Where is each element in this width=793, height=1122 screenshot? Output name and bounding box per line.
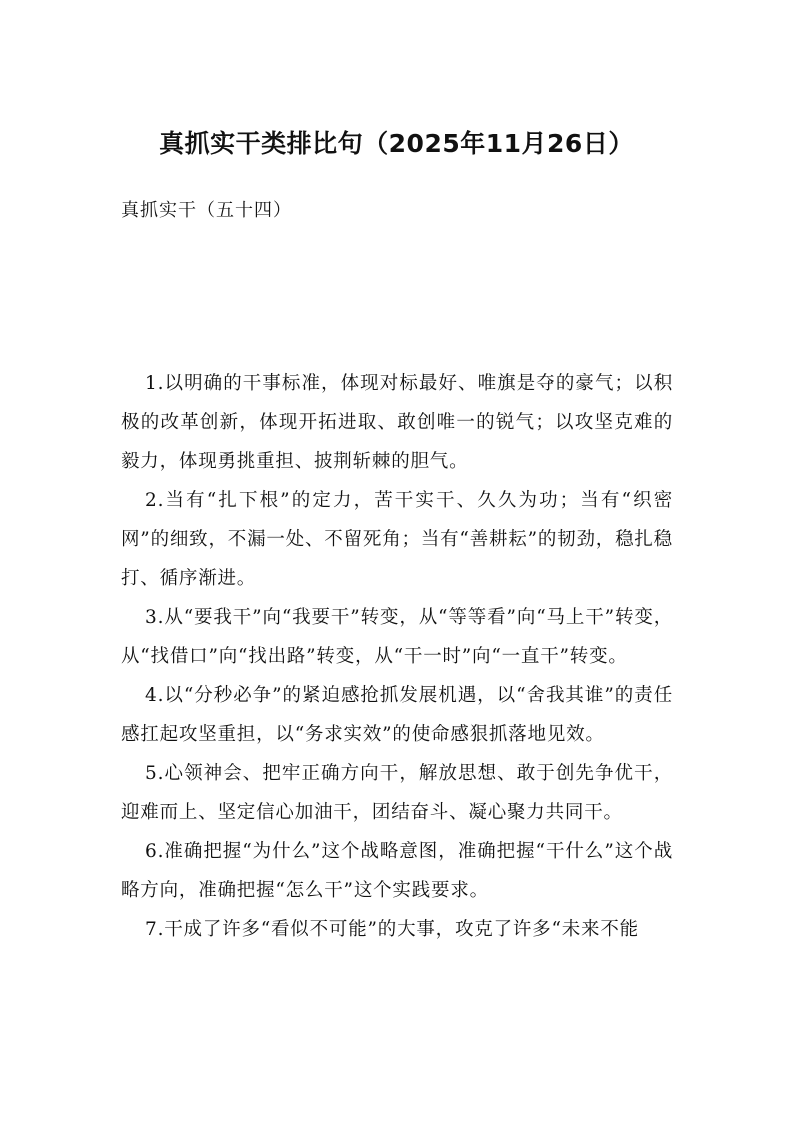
document-body [121, 364, 673, 949]
paragraph-3: 3.从“要我干”向“我要干”转变，从“等等看”向“马上干”转变，从“找借口”向“找出路”转变，从“干一时”向“一直干”转变。 [121, 607, 673, 667]
paragraph-2: 2.当有“扎下根”的定力，苦干实干、久久为功；当有“织密网”的细致，不漏一处、不留死角；当有“善耕耘”的韧劲，稳扎稳打、循序渐进。 [121, 490, 673, 589]
paragraph-1: 1.以明确的干事标准，体现对标最好、唯旗是夺的豪气；以积极的改革创新，体现开拓进取、敢创唯一的锐气；以攻坚克难的毅力，体现勇挑重担、披荆斩棘的胆气。 [121, 373, 673, 472]
document-subtitle: 真抓实干（五十四） [121, 200, 292, 221]
document-title: 真抓实干类排比句（2025年11月26日） [159, 129, 634, 158]
paragraph-6: 6.准确把握“为什么”这个战略意图，准确把握“干什么”这个战略方向，准确把握“怎么干”这个实践要求。 [121, 841, 673, 901]
paragraph-7: 7.干成了许多“看似不可能”的大事，攻克了许多“未来不能 [145, 919, 639, 940]
paragraph-4: 4.以“分秒必争”的紧迫感抢抓发展机遇，以“舍我其谁”的责任感扛起攻坚重担，以“务求实效”的使命感狠抓落地见效。 [121, 685, 673, 745]
paragraph-5: 5.心领神会、把牢正确方向干，解放思想、敢于创先争优干，迎难而上、坚定信心加油干，团结奋斗、凝心聚力共同干。 [121, 763, 673, 823]
